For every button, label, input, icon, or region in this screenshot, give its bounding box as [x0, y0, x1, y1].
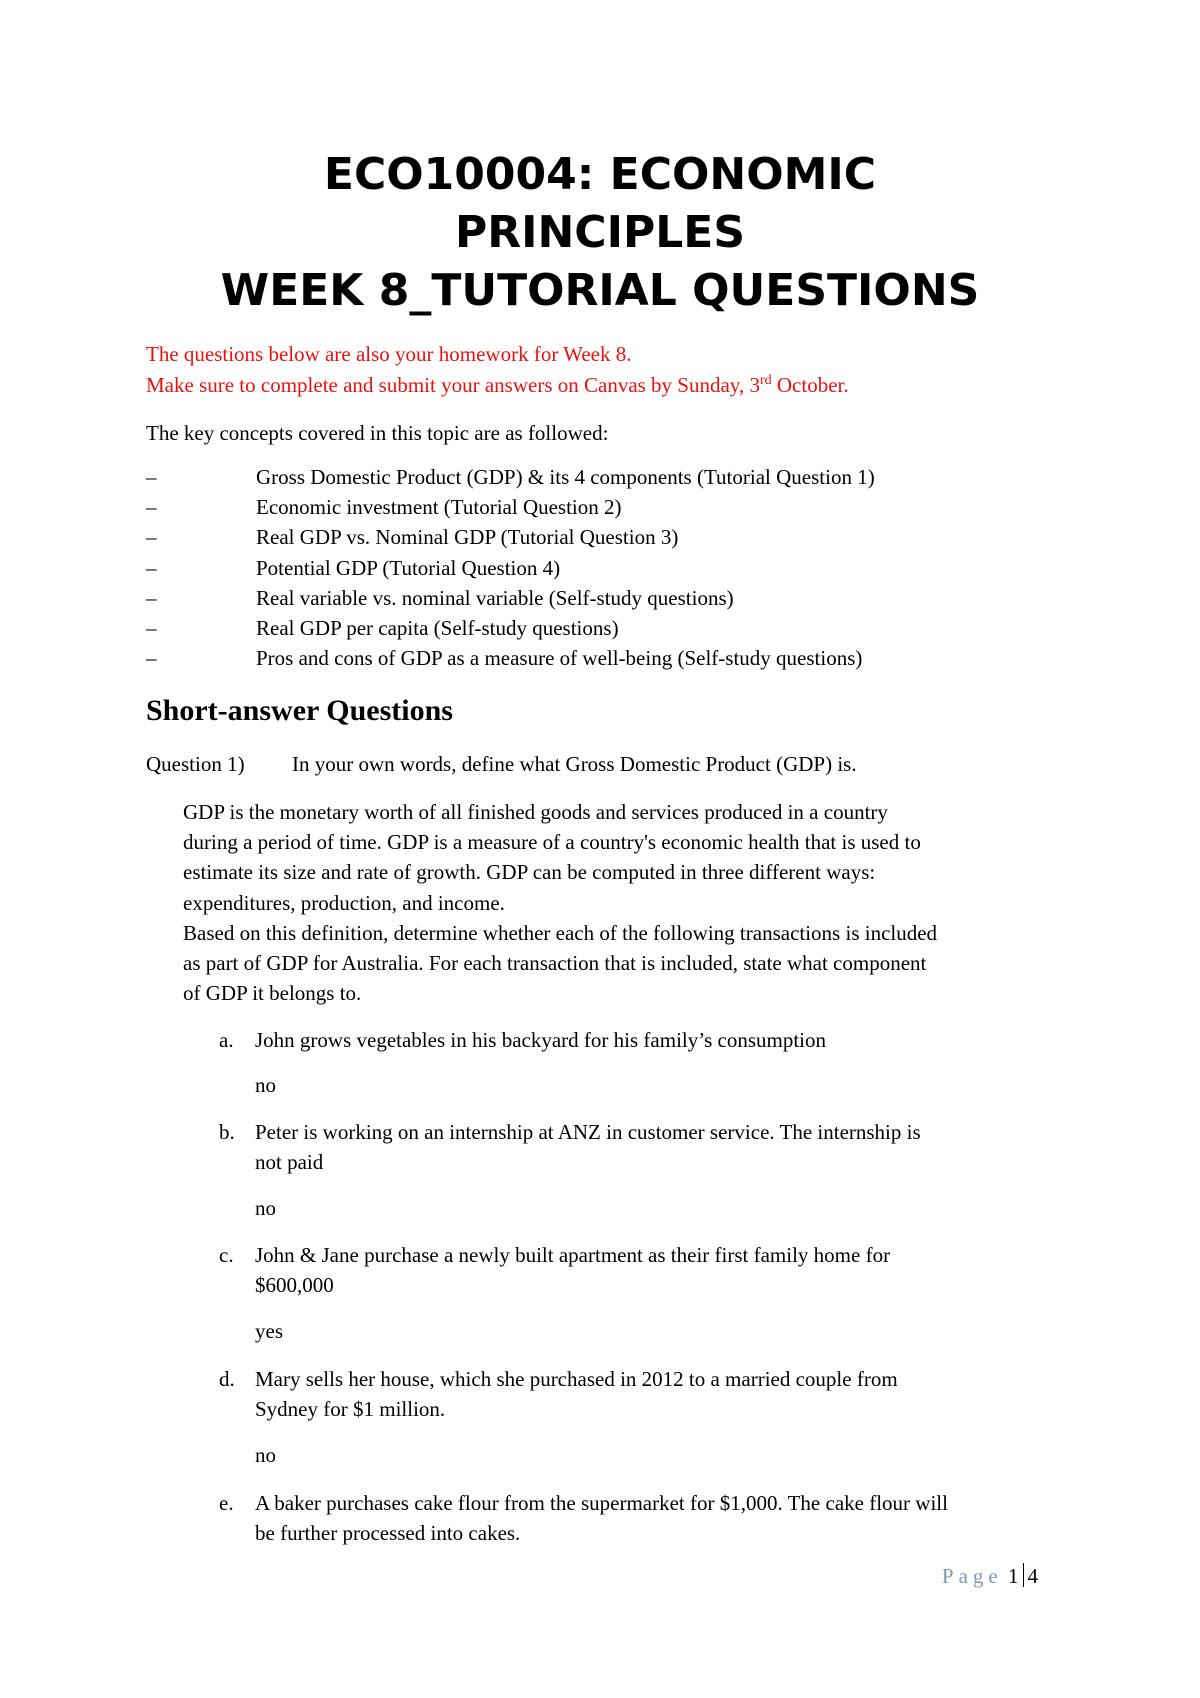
key-concepts-list	[146, 462, 875, 673]
document-title-line-1: ECO10004: ECONOMIC	[323, 149, 877, 200]
concept-item	[146, 492, 622, 522]
question-1-label: Question 1)	[146, 752, 245, 776]
answer-line: GDP is the monetary worth of all finished goods and services produced in a country	[183, 800, 888, 824]
instruction-line: Based on this definition, determine whether each of the following transactions is included	[183, 920, 938, 945]
question-1-text: In your own words, define what Gross Domestic Product (GDP) is.	[292, 752, 857, 776]
concept-item	[146, 583, 734, 613]
answer-line: during a period of time. GDP is a measure of a country's economic health that is used to	[183, 830, 921, 855]
bullet-dash: –	[146, 615, 157, 640]
concept-text: Gross Domestic Product (GDP) & its 4 components (Tutorial Question 1)	[256, 465, 875, 489]
item-text-line: be further processed into cakes.	[255, 1521, 521, 1546]
answer-line: expenditures, production, and income.	[183, 890, 505, 915]
concept-text: Real GDP per capita (Self-study questions)	[256, 615, 619, 640]
item-text	[255, 1364, 898, 1424]
item-text	[255, 1488, 948, 1548]
item-a-answer: no	[255, 1073, 276, 1097]
document-title-line-3: WEEK 8_TUTORIAL QUESTIONS	[220, 265, 980, 316]
bullet-dash: –	[146, 555, 157, 580]
bullet-dash: –	[146, 465, 157, 489]
item-letter: c.	[219, 1243, 234, 1267]
item-text	[255, 1240, 890, 1300]
homework-notice-line-1: The questions below are also your homework for Week 8.	[146, 342, 632, 366]
item-text	[255, 1117, 921, 1177]
concept-item	[146, 643, 863, 673]
homework-notice-line-2	[146, 371, 849, 399]
current-page-number: 1	[1008, 1564, 1019, 1588]
bullet-dash: –	[146, 525, 157, 550]
bullet-dash: –	[146, 646, 157, 671]
page-word: Page	[941, 1564, 1003, 1588]
item-c-answer: yes	[255, 1319, 283, 1343]
notice-ordinal-suffix: rd	[759, 373, 772, 388]
bullet-dash: –	[146, 495, 157, 520]
concept-text: Real variable vs. nominal variable (Self-study questions)	[256, 585, 734, 610]
item-text-line: John & Jane purchase a newly built apartment as their first family home for	[255, 1243, 891, 1267]
section-heading: Short-answer Questions	[146, 694, 453, 727]
item-text-line: not paid	[255, 1150, 324, 1175]
bullet-dash: –	[146, 585, 157, 610]
item-letter: d.	[219, 1367, 235, 1391]
concept-text: Economic investment (Tutorial Question 2)	[256, 495, 622, 520]
instruction-line: as part of GDP for Australia. For each transaction that is included, state what component	[183, 950, 927, 975]
page-separator	[1023, 1563, 1024, 1587]
item-text	[255, 1025, 826, 1055]
concept-item	[146, 462, 875, 492]
item-b-answer: no	[255, 1196, 276, 1220]
concept-text: Real GDP vs. Nominal GDP (Tutorial Question 3)	[256, 525, 679, 550]
document-title-line-2: PRINCIPLES	[454, 207, 746, 258]
concept-text: Pros and cons of GDP as a measure of well-being (Self-study questions)	[256, 646, 863, 671]
item-letter: e.	[219, 1491, 234, 1515]
item-text-line: John grows vegetables in his backyard for his family’s consumption	[255, 1028, 826, 1052]
key-concepts-intro: The key concepts covered in this topic are as followed:	[146, 421, 609, 445]
item-text-line: A baker purchases cake flour from the supermarket for $1,000. The cake flour will	[255, 1491, 948, 1515]
item-text-line: Peter is working on an internship at ANZ in customer service. The internship is	[255, 1120, 921, 1144]
answer-line: estimate its size and rate of growth. GDP can be computed in three different ways:	[183, 860, 876, 885]
concept-text: Potential GDP (Tutorial Question 4)	[256, 555, 561, 580]
item-d-answer: no	[255, 1443, 276, 1467]
item-text-line: $600,000	[255, 1273, 334, 1298]
concept-item	[146, 553, 561, 583]
item-letter: a.	[219, 1028, 234, 1052]
notice-month-text: October.	[771, 373, 849, 397]
question-1-answer	[183, 797, 1063, 1008]
item-letter: b.	[219, 1120, 235, 1144]
instruction-line: of GDP it belongs to.	[183, 981, 362, 1006]
item-text-line: Mary sells her house, which she purchased in 2012 to a married couple from	[255, 1367, 898, 1391]
item-text-line: Sydney for $1 million.	[255, 1397, 446, 1422]
notice-due-text: Make sure to complete and submit your answers on Canvas by Sunday, 3	[146, 373, 760, 397]
concept-item	[146, 522, 679, 552]
total-page-count: 4	[1027, 1564, 1038, 1588]
page-number-footer	[942, 1562, 1038, 1590]
concept-item	[146, 613, 619, 643]
